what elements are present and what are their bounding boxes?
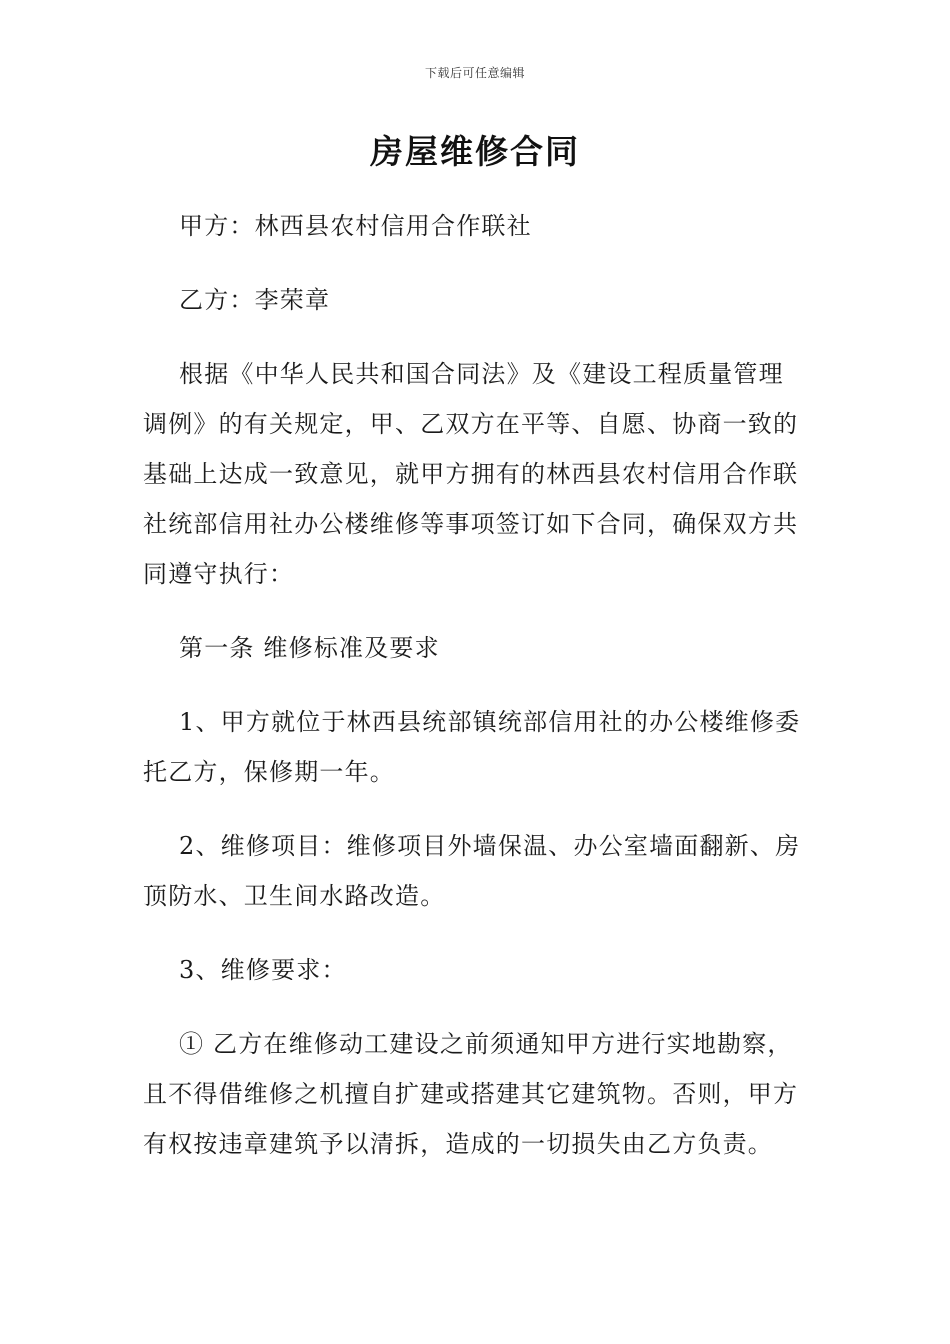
party-b-line: 乙方：李荣章 xyxy=(179,286,331,314)
clause-3: 3、维修要求： xyxy=(179,956,347,984)
clause-2: 2、维修项目：维修项目外墙保温、办公室墙面翻新、房顶防水、卫生间水路改造。 xyxy=(143,832,801,910)
party-a-line: 甲方：林西县农村信用合作联社 xyxy=(179,212,532,240)
preamble-paragraph: 根据《中华人民共和国合同法》及《建设工程质量管理调例》的有关规定，甲、乙双方在平等、自愿、协商一致的基础上达成一致意见，就甲方拥有的林西县农村信用合作联社统部信用社办公楼维修等事项签订如下合同，确保双方共同遵守执行： xyxy=(143,360,799,588)
clause-1: 1、甲方就位于林西县统部镇统部信用社的办公楼维修委托乙方，保修期一年。 xyxy=(143,708,801,786)
header-note: 下载后可任意编辑 xyxy=(424,66,525,80)
document-title: 房屋维修合同 xyxy=(370,132,580,171)
document-body xyxy=(143,201,807,1193)
clause-3-item-1: ① 乙方在维修动工建设之前须通知甲方进行实地勘察，且不得借维修之机擅自扩建或搭建其它建筑物。否则，甲方有权按违章建筑予以清拆，造成的一切损失由乙方负责。 xyxy=(143,1030,799,1158)
article-one-heading: 第一条 维修标准及要求 xyxy=(179,634,440,662)
